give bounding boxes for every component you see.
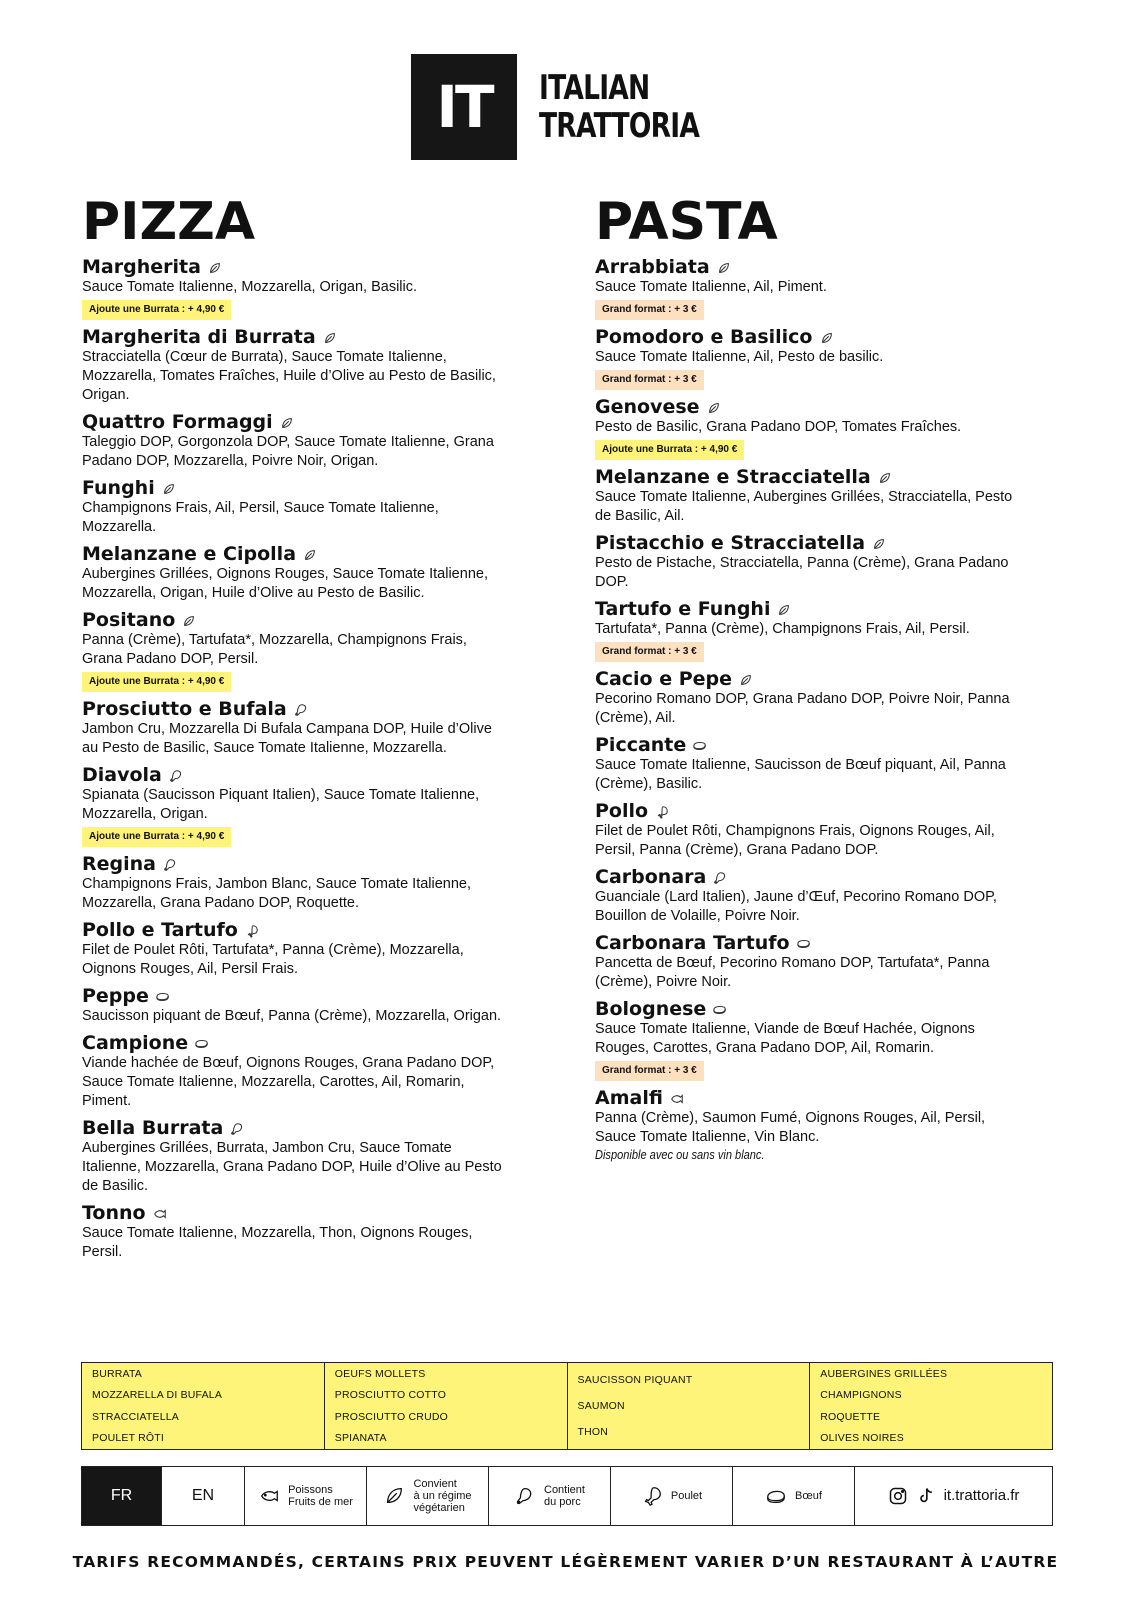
leaf-icon xyxy=(739,673,753,687)
pasta-item-description: Pesto de Pistache, Stracciatella, Panna (Crème), Grana Padano DOP. xyxy=(595,555,1009,590)
legend-pork-line1: Contient xyxy=(544,1484,585,1496)
pasta-item-option-badge: Grand format : + 3 € xyxy=(595,370,704,390)
pizza-item-name xyxy=(82,986,502,1007)
leaf-icon xyxy=(280,416,294,430)
pasta-item-name xyxy=(595,257,1015,278)
pasta-item-name xyxy=(595,867,1015,888)
ham-icon xyxy=(713,871,727,885)
logo-mark: IT xyxy=(411,54,517,160)
steak-icon xyxy=(713,1003,727,1017)
dish-name: Pollo e Tartufo xyxy=(82,919,238,941)
ingredients-column-3 xyxy=(568,1363,811,1449)
logo-line-2: TRATTORIA xyxy=(539,106,700,146)
pasta-item-name xyxy=(595,735,1015,756)
leaf-icon xyxy=(303,548,317,562)
pasta-item-description: Filet de Poulet Rôti, Champignons Frais, Oignons Rouges, Ail, Persil, Panna (Crème), Grana Padano DOP. xyxy=(595,823,995,858)
ingredient-item: OEUFS MOLLETS xyxy=(334,1368,426,1380)
pizza-title: PIZZA xyxy=(82,192,256,252)
dish-name: Carbonara xyxy=(595,866,707,888)
pasta-item xyxy=(595,467,1015,526)
fish-icon xyxy=(258,1485,280,1507)
dish-name: Bolognese xyxy=(595,998,707,1020)
pasta-item-name xyxy=(595,599,1015,620)
pizza-item xyxy=(82,412,502,471)
pasta-item-option-badge: Grand format : + 3 € xyxy=(595,300,704,320)
pizza-item xyxy=(82,544,502,603)
pizza-item-description: Spianata (Saucisson Piquant Italien), Sauce Tomate Italienne, Mozzarella, Origan. xyxy=(82,787,480,822)
ingredient-item: POULET RÔTI xyxy=(92,1431,165,1444)
pizza-section xyxy=(82,194,502,1269)
pasta-item-option-badge: Grand format : + 3 € xyxy=(595,642,704,662)
pizza-item-name xyxy=(82,1118,502,1139)
pizza-list xyxy=(82,257,502,1262)
instagram-icon[interactable] xyxy=(888,1486,908,1506)
legend-bar xyxy=(81,1466,1053,1526)
pasta-item xyxy=(595,599,1015,662)
pizza-item xyxy=(82,1203,502,1262)
pizza-item-description: Aubergines Grillées, Burrata, Jambon Cru, Sauce Tomate Italienne, Mozzarella, Grana Padano DOP, Huile d’Olive au Pesto de Basilic. xyxy=(82,1140,502,1194)
pasta-item xyxy=(595,999,1015,1081)
leaf-icon xyxy=(878,471,892,485)
dish-name: Genovese xyxy=(595,396,700,418)
pizza-item-description: Saucisson piquant de Bœuf, Panna (Crème), Mozzarella, Origan. xyxy=(82,1008,502,1024)
legend-fish xyxy=(245,1467,367,1525)
leaf-icon xyxy=(162,482,176,496)
pizza-item-name xyxy=(82,327,502,348)
logo-name xyxy=(539,69,699,145)
pasta-item xyxy=(595,867,1015,926)
legend-pork-line2: du porc xyxy=(544,1496,581,1508)
ingredient-item: OLIVES NOIRES xyxy=(820,1431,904,1444)
pasta-item xyxy=(595,257,1015,320)
fish-icon xyxy=(670,1092,684,1106)
legend-pork xyxy=(489,1467,611,1525)
ingredient-item: ROQUETTE xyxy=(820,1410,881,1423)
leaf-icon xyxy=(707,401,721,415)
drumstick-icon xyxy=(245,924,259,938)
pasta-item-description: Pancetta de Bœuf, Pecorino Romano DOP, Tartufata*, Panna (Crème), Poivre Noir. xyxy=(595,955,990,990)
leaf-icon xyxy=(777,603,791,617)
pasta-item xyxy=(595,669,1015,728)
leaf-icon xyxy=(323,331,337,345)
pizza-item-name xyxy=(82,610,502,631)
legend-fish-line2: Fruits de mer xyxy=(288,1496,353,1508)
dish-name: Pollo xyxy=(595,800,649,822)
legend-beef-label: Bœuf xyxy=(795,1490,822,1502)
dish-name: Peppe xyxy=(82,985,149,1007)
ingredient-item: CHAMPIGNONS xyxy=(820,1389,902,1402)
pasta-item-name xyxy=(595,327,1015,348)
steak-icon xyxy=(156,990,170,1004)
dish-name: Melanzane e Stracciatella xyxy=(595,466,871,488)
pizza-item-name xyxy=(82,412,502,433)
leaf-icon xyxy=(383,1485,405,1507)
pasta-item-name xyxy=(595,467,1015,488)
dish-name: Bella Burrata xyxy=(82,1117,224,1139)
ingredient-item: STRACCIATELLA xyxy=(92,1410,180,1423)
legend-veg-line3: végétarien xyxy=(413,1502,465,1514)
pasta-item-option-badge: Grand format : + 3 € xyxy=(595,1061,704,1081)
pasta-item-description: Panna (Crème), Saumon Fumé, Oignons Rouges, Ail, Persil, Sauce Tomate Italienne, Vin Blanc. xyxy=(595,1110,986,1145)
drumstick-icon xyxy=(641,1485,663,1507)
pizza-item-option-badge: Ajoute une Burrata : + 4,90 € xyxy=(82,300,231,320)
pasta-item-option-badge: Ajoute une Burrata : + 4,90 € xyxy=(595,440,744,460)
legend-veg-line2: à un régime xyxy=(413,1490,472,1502)
pizza-item xyxy=(82,854,502,913)
pizza-item-description: Taleggio DOP, Gorgonzola DOP, Sauce Tomate Italienne, Grana Padano DOP, Mozzarella, Poivre Noir, Origan. xyxy=(82,434,494,469)
dish-name: Pistacchio e Stracciatella xyxy=(595,532,866,554)
pasta-item-name xyxy=(595,999,1015,1020)
pasta-list xyxy=(595,257,1015,1163)
pizza-item-option-badge: Ajoute une Burrata : + 4,90 € xyxy=(82,827,231,847)
ingredient-item: MOZZARELLA DI BUFALA xyxy=(92,1389,223,1402)
pizza-item-description: Stracciatella (Cœur de Burrata), Sauce Tomate Italienne, Mozzarella, Tomates Fraîches, Huile d’Olive au Pesto de Basilic, Origan. xyxy=(82,349,496,403)
website-link[interactable]: it.trattoria.fr xyxy=(943,1487,1020,1504)
pizza-item xyxy=(82,986,502,1026)
dish-name: Funghi xyxy=(82,477,155,499)
pasta-section xyxy=(595,194,1015,1170)
pasta-item-description: Pesto de Basilic, Grana Padano DOP, Tomates Fraîches. xyxy=(595,419,962,435)
pasta-item-description: Sauce Tomate Italienne, Aubergines Grillées, Stracciatella, Pesto de Basilic, Ail. xyxy=(595,489,1013,524)
dish-name: Positano xyxy=(82,609,176,631)
pizza-item xyxy=(82,327,502,405)
pizza-item-description: Champignons Frais, Ail, Persil, Sauce Tomate Italienne, Mozzarella. xyxy=(82,500,439,535)
pasta-title: PASTA xyxy=(595,192,778,252)
dish-name: Regina xyxy=(82,853,156,875)
pizza-item-description: Champignons Frais, Jambon Blanc, Sauce Tomate Italienne, Mozzarella, Grana Padano DOP, Roquette. xyxy=(82,876,472,911)
pasta-item-name xyxy=(595,533,1015,554)
pasta-item xyxy=(595,933,1015,992)
legend-chicken xyxy=(611,1467,733,1525)
pizza-item-name xyxy=(82,765,502,786)
pasta-item xyxy=(595,327,1015,390)
pasta-item-name xyxy=(595,933,1015,954)
ingredient-item: PROSCIUTTO COTTO xyxy=(334,1389,447,1402)
steak-icon xyxy=(797,937,811,951)
leaf-icon xyxy=(872,537,886,551)
leaf-icon xyxy=(717,261,731,275)
pasta-item-name xyxy=(595,669,1015,690)
pasta-item-name xyxy=(595,1088,1015,1109)
dish-name: Amalfi xyxy=(595,1087,663,1109)
pizza-item-option-badge: Ajoute une Burrata : + 4,90 € xyxy=(82,672,231,692)
pizza-item xyxy=(82,257,502,320)
pasta-item-description: Sauce Tomate Italienne, Saucisson de Bœuf piquant, Ail, Panna (Crème), Basilic. xyxy=(595,757,1006,792)
dish-name: Campione xyxy=(82,1032,189,1054)
pizza-item xyxy=(82,765,502,847)
brand-logo xyxy=(411,54,744,160)
dish-name: Melanzane e Cipolla xyxy=(82,543,297,565)
pizza-item-name xyxy=(82,544,502,565)
pizza-item-name xyxy=(82,257,502,278)
pizza-item-description: Viande hachée de Bœuf, Oignons Rouges, Grana Padano DOP, Sauce Tomate Italienne, Mozzarella, Carottes, Ail, Romarin, Piment. xyxy=(82,1055,495,1109)
legend-vegetarian xyxy=(367,1467,489,1525)
pasta-item-description: Sauce Tomate Italienne, Ail, Piment. xyxy=(595,279,827,295)
ingredient-item: SAUMON xyxy=(577,1400,625,1412)
pasta-item xyxy=(595,1088,1015,1163)
ingredients-column-1 xyxy=(82,1363,325,1449)
pizza-item xyxy=(82,920,502,979)
pizza-item-description: Aubergines Grillées, Oignons Rouges, Sauce Tomate Italienne, Mozzarella, Origan, Huile d’Olive au Pesto de Basilic. xyxy=(82,566,488,601)
pasta-item xyxy=(595,735,1015,794)
pizza-item-name xyxy=(82,1203,502,1224)
ingredients-table xyxy=(81,1362,1053,1450)
ham-icon xyxy=(163,858,177,872)
pasta-item-description: Sauce Tomate Italienne, Ail, Pesto de basilic. xyxy=(595,349,884,365)
leaf-icon xyxy=(182,614,196,628)
social-links xyxy=(855,1467,1052,1525)
dish-name: Prosciutto e Bufala xyxy=(82,698,287,720)
pasta-item-note: Disponible avec ou sans vin blanc. xyxy=(595,1147,765,1162)
dish-name: Piccante xyxy=(595,734,687,756)
ingredient-item: BURRATA xyxy=(92,1368,143,1380)
pizza-item-description: Sauce Tomate Italienne, Mozzarella, Thon, Oignons Rouges, Persil. xyxy=(82,1225,473,1260)
pizza-item xyxy=(82,1033,502,1111)
leaf-icon xyxy=(820,331,834,345)
pizza-item xyxy=(82,1118,502,1196)
pizza-item-description: Filet de Poulet Rôti, Tartufata*, Panna (Crème), Mozzarella, Oignons Rouges, Ail, Persil Frais. xyxy=(82,942,464,977)
ingredient-item: SAUCISSON PIQUANT xyxy=(577,1374,693,1386)
ham-icon xyxy=(514,1485,536,1507)
dish-name: Margherita di Burrata xyxy=(82,326,316,348)
pizza-item-name xyxy=(82,1033,502,1054)
pasta-item-name xyxy=(595,397,1015,418)
pizza-item-name xyxy=(82,854,502,875)
drumstick-icon xyxy=(655,805,669,819)
pasta-item-name xyxy=(595,801,1015,822)
pizza-item xyxy=(82,478,502,537)
ham-icon xyxy=(169,769,183,783)
steak-icon xyxy=(693,739,707,753)
pasta-item-description: Tartufata*, Panna (Crème), Champignons Frais, Ail, Persil. xyxy=(595,621,970,637)
pasta-item xyxy=(595,801,1015,860)
logo-line-1: ITALIAN xyxy=(539,68,650,108)
leaf-icon xyxy=(208,261,222,275)
steak-icon xyxy=(765,1485,787,1507)
pizza-item xyxy=(82,610,502,692)
pasta-item xyxy=(595,397,1015,460)
legend-veg-line1: Convient xyxy=(413,1478,457,1490)
dish-name: Pomodoro e Basilico xyxy=(595,326,813,348)
pricing-disclaimer: TARIFS RECOMMANDÉS, CERTAINS PRIX PEUVENT LÉGÈREMENT VARIER D’UN RESTAURANT À L’AUTRE xyxy=(72,1553,1059,1571)
steak-icon xyxy=(195,1037,209,1051)
pasta-item xyxy=(595,533,1015,592)
language-en-button[interactable]: EN xyxy=(162,1467,245,1525)
dish-name: Quattro Formaggi xyxy=(82,411,273,433)
legend-beef xyxy=(733,1467,855,1525)
dish-name: Diavola xyxy=(82,764,162,786)
dish-name: Margherita xyxy=(82,256,201,278)
dish-name: Cacio e Pepe xyxy=(595,668,733,690)
pizza-item-name xyxy=(82,478,502,499)
pizza-item-description: Panna (Crème), Tartufata*, Mozzarella, Champignons Frais, Grana Padano DOP, Persil. xyxy=(82,632,467,667)
legend-chicken-label: Poulet xyxy=(670,1490,703,1502)
pasta-item-description: Pecorino Romano DOP, Grana Padano DOP, Poivre Noir, Panna (Crème), Ail. xyxy=(595,691,1010,726)
pizza-item-description: Jambon Cru, Mozzarella Di Bufala Campana DOP, Huile d’Olive au Pesto de Basilic, Sauce Tomate Italienne, Mozzarella. xyxy=(82,721,492,756)
ham-icon xyxy=(230,1122,244,1136)
ingredients-column-2 xyxy=(325,1363,568,1449)
ingredients-column-4 xyxy=(810,1363,1052,1449)
fish-icon xyxy=(153,1207,167,1221)
pizza-item-description: Sauce Tomate Italienne, Mozzarella, Origan, Basilic. xyxy=(82,279,418,295)
dish-name: Arrabbiata xyxy=(595,256,710,278)
pizza-item-name xyxy=(82,920,502,941)
tiktok-icon[interactable] xyxy=(916,1486,936,1506)
dish-name: Carbonara Tartufo xyxy=(595,932,790,954)
ingredient-item: SPIANATA xyxy=(334,1431,387,1444)
ham-icon xyxy=(294,703,308,717)
dish-name: Tartufo e Funghi xyxy=(595,598,771,620)
ingredient-item: PROSCIUTTO CRUDO xyxy=(334,1410,449,1423)
pizza-item-name xyxy=(82,699,502,720)
pasta-item-description: Sauce Tomate Italienne, Viande de Bœuf Hachée, Oignons Rouges, Carottes, Grana Padano DOP, Ail, Romarin. xyxy=(595,1021,975,1056)
ingredient-item: AUBERGINES GRILLÉES xyxy=(820,1368,948,1380)
pasta-item-description: Guanciale (Lard Italien), Jaune d’Œuf, Pecorino Romano DOP, Bouillon de Volaille, Poivre Noir. xyxy=(595,889,997,924)
dish-name: Tonno xyxy=(82,1202,146,1224)
language-fr-button[interactable]: FR xyxy=(82,1467,162,1525)
pizza-item xyxy=(82,699,502,758)
ingredient-item: THON xyxy=(577,1426,609,1438)
legend-fish-line1: Poissons xyxy=(288,1484,333,1496)
